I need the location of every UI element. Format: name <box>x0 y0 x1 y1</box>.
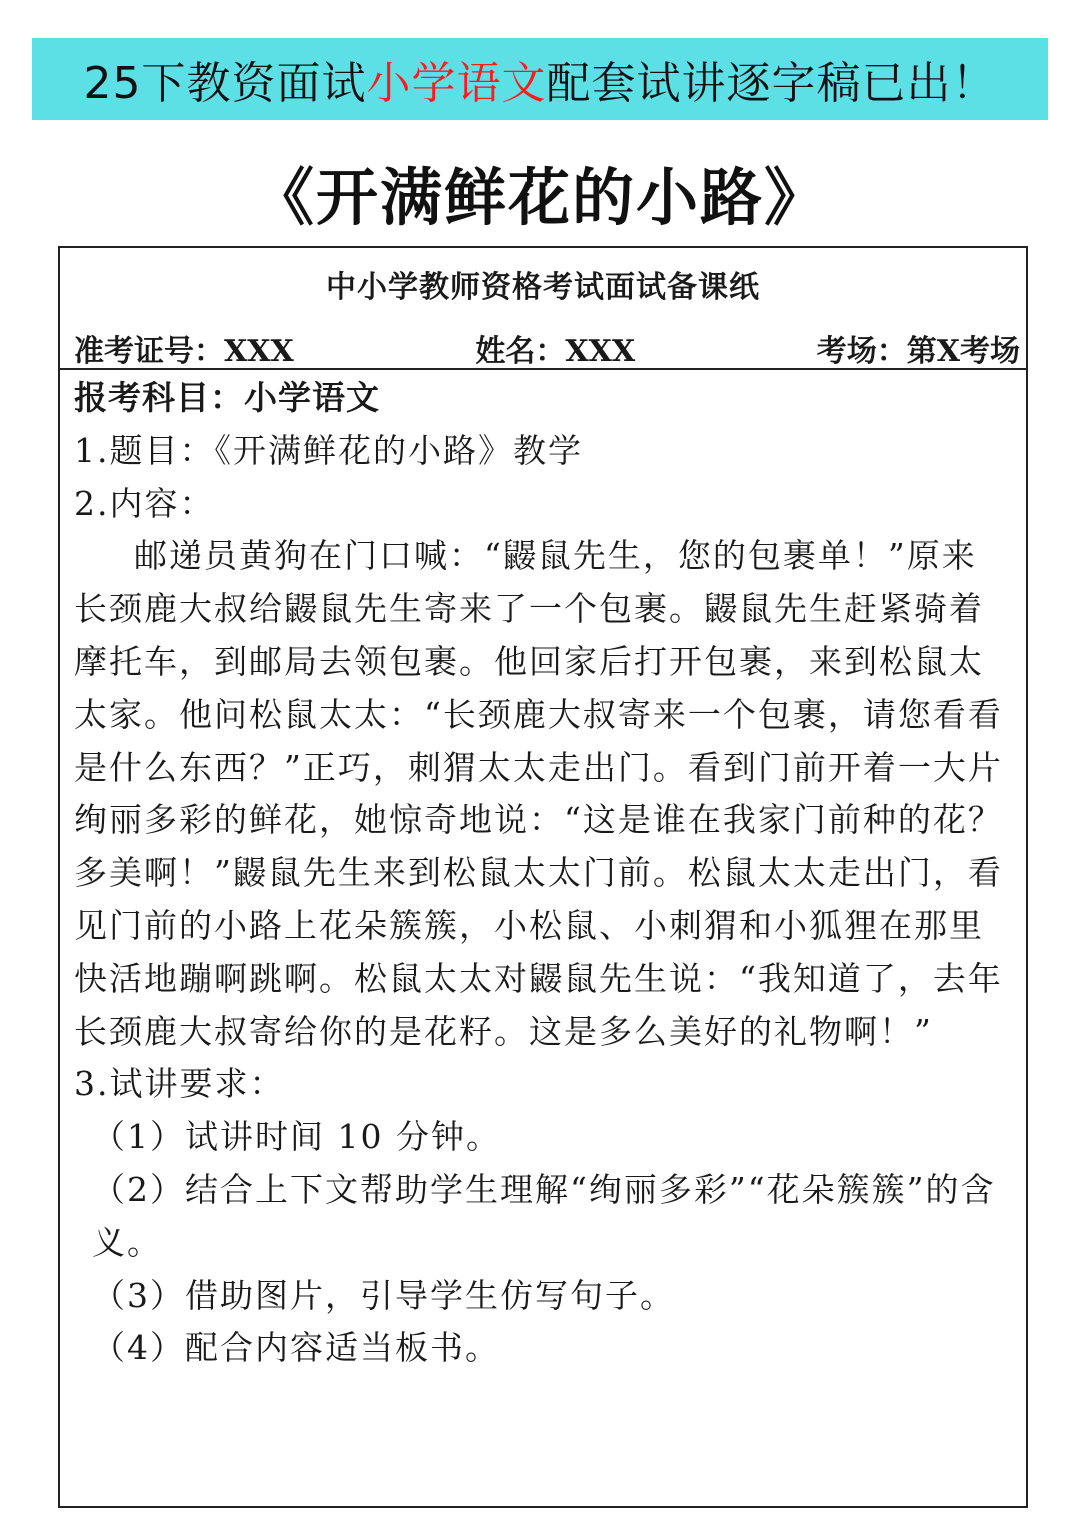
promo-banner <box>32 38 1048 120</box>
exam-subject: 报考科目：小学语文 <box>74 378 380 417</box>
lesson-prep-sheet <box>58 246 1028 1508</box>
topic-line: 1.题目：《开满鲜花的小路》教学 <box>74 430 583 470</box>
requirement-item: （1）试讲时间 10 分钟。 <box>92 1117 501 1157</box>
candidate-info-row <box>74 328 1020 368</box>
banner-prefix: 25下教资面试 <box>83 58 367 109</box>
exam-id: 准考证号：XXX <box>74 334 294 369</box>
requirement-item: （2）结合上下文帮助学生理解“绚丽多彩”“花朵簇簇”的含义。 <box>92 1169 996 1262</box>
requirements-label: 3.试讲要求： <box>74 1064 285 1104</box>
requirement-item: （3）借助图片，引导学生仿写句子。 <box>92 1275 675 1315</box>
banner-suffix: 配套试讲逐字稿已出！ <box>546 58 997 109</box>
passage-text: 邮递员黄狗在门口喊：“鼹鼠先生，您的包裹单！”原来长颈鹿大叔给鼹鼠先生寄来了一个包裹。鼹鼠先生赶紧骑着摩托车，到邮局去领包裹。他回家后打开包裹，来到松鼠太太家。他问松鼠太太：“长颈鹿大叔寄来一个包裹，请您看看是什么东西？”正巧，刺猬太太走出门。看到门前开着一大片绚丽多彩的鲜花，她惊奇地说：“这是谁在我家门前种的花？多美啊！”鼹鼠先生来到松鼠太太门前。松鼠太太走出门，看见门前的小路上花朵簇簇，小松鼠、小刺猬和小狐狸在那里快活地蹦啊跳啊。松鼠太太对鼹鼠先生说：“我知道了，去年长颈鹿大叔寄给你的是花籽。这是多么美好的礼物啊！” <box>74 536 1003 1051</box>
requirement-item: （4）配合内容适当板书。 <box>92 1328 500 1368</box>
page-title: 《开满鲜花的小路》 <box>251 161 828 234</box>
exam-room: 考场：第X考场 <box>816 334 1020 369</box>
content-label: 2.内容： <box>74 483 215 523</box>
divider <box>60 368 1026 370</box>
sheet-header: 中小学教师资格考试面试备课纸 <box>326 270 760 305</box>
sheet-body <box>74 372 1004 1375</box>
candidate-name: 姓名：XXX <box>475 334 636 369</box>
banner-highlight: 小学语文 <box>366 58 547 109</box>
